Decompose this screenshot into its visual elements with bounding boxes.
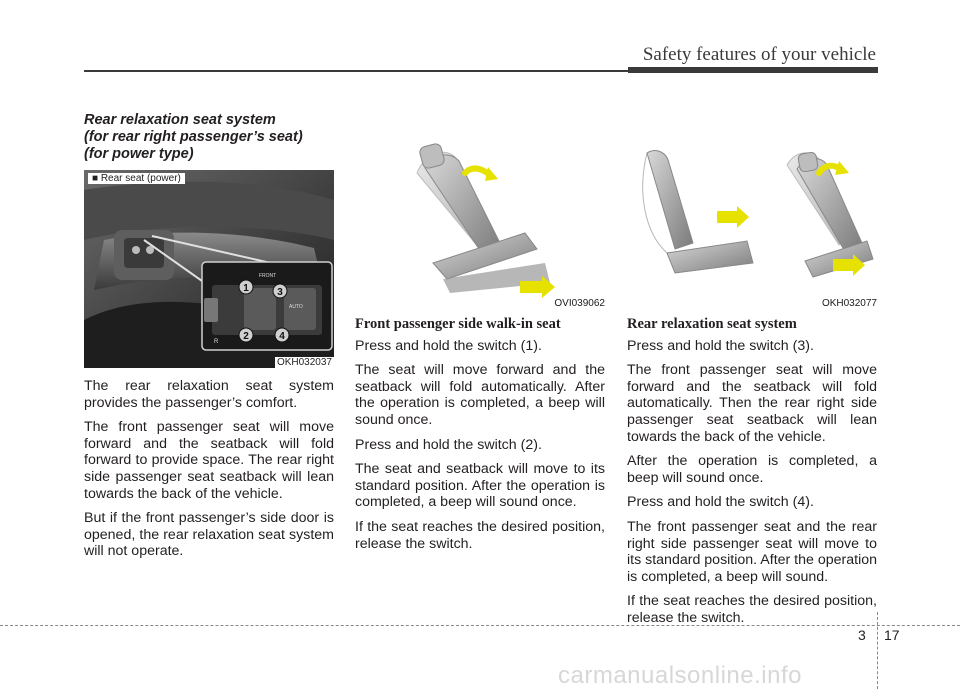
seat-illustration	[355, 113, 605, 309]
panel-auto-label: AUTO	[289, 304, 303, 310]
heading-line-2: (for rear right passenger’s seat)	[84, 129, 303, 145]
panel-r-label: R	[214, 339, 219, 345]
section-title: Rear relaxation seat system	[627, 316, 797, 332]
running-header: Safety features of your vehicle	[642, 44, 876, 65]
console-illustration	[84, 170, 334, 368]
header-bar	[628, 67, 878, 73]
seats-illustration	[627, 113, 877, 309]
paragraph: The seat and seatback will move to its standard position. After the operation is completed, a beep will sound once.	[355, 461, 605, 511]
footer-divider	[877, 612, 878, 689]
section-title: Front passenger side walk-in seat	[355, 316, 561, 332]
badge-3: 3	[277, 287, 283, 298]
paragraph: After the operation is completed, a beep will sound once.	[627, 453, 877, 486]
left-body	[84, 378, 334, 568]
heading-line-1: Rear relaxation seat system	[84, 112, 276, 128]
paragraph: Press and hold the switch (2).	[355, 436, 542, 453]
footer-rule	[0, 625, 960, 626]
switch-badge-icon	[273, 284, 287, 298]
paragraph: Press and hold the switch (4).	[627, 494, 814, 511]
switch-badge-icon	[275, 328, 289, 342]
page-number: 17	[884, 627, 900, 643]
figure-code: OKH032077	[821, 298, 877, 309]
chapter-number: 3	[858, 627, 866, 643]
relaxation-seat-figure	[627, 113, 877, 309]
seat-arrow-icon	[717, 206, 749, 228]
paragraph: Press and hold the switch (3).	[627, 337, 814, 354]
switch-badge-icon	[239, 280, 253, 294]
figure-caption: ■ Rear seat (power)	[88, 173, 185, 184]
paragraph: The front passenger seat will move forward and the seatback will fold automatically. Then the rear right side passenger seat seatback will lean towards the back of the vehicle.	[627, 362, 877, 445]
switch-badge-icon	[239, 328, 253, 342]
figure-code: OVI039062	[554, 298, 605, 309]
seat-arrow-icon	[465, 168, 490, 175]
figure-code: OKH032037	[276, 357, 332, 368]
paragraph: But if the front passenger’s side door is opened, the rear relaxation seat system will not operate.	[84, 510, 334, 560]
paragraph: The front passenger seat will move forward and the seatback will fold forward to provide space. The rear right side passenger seat seatback will lean towards the back of the vehicle.	[84, 419, 334, 502]
paragraph: If the seat reaches the desired position, release the switch.	[355, 518, 605, 552]
badge-1: 1	[243, 283, 249, 294]
paragraph: The rear relaxation seat system provides the passenger’s comfort.	[84, 378, 334, 411]
paragraph: The seat will move forward and the seatback will fold automatically. After the operation is completed, a beep will sound once.	[355, 362, 605, 428]
left-heading	[84, 112, 334, 163]
badge-4: 4	[279, 331, 285, 342]
seat-arrow-icon	[485, 167, 498, 181]
rear-seat-photo	[84, 170, 334, 368]
seat-arrow-icon	[835, 161, 849, 175]
right-body	[627, 316, 877, 635]
badge-2: 2	[243, 331, 249, 342]
heading-line-3: (for power type)	[84, 146, 194, 162]
watermark: carmanualsonline.info	[558, 662, 802, 689]
paragraph: The front passenger seat and the rear right side passenger seat will move to its standard position. After the operation is completed, a beep will sound.	[627, 518, 878, 585]
paragraph: If the seat reaches the desired position, release the switch.	[627, 593, 877, 626]
walk-in-seat-figure	[355, 113, 605, 309]
middle-body	[355, 316, 605, 560]
panel-front-label: FRONT	[259, 273, 277, 279]
paragraph: Press and hold the switch (1).	[355, 337, 542, 354]
